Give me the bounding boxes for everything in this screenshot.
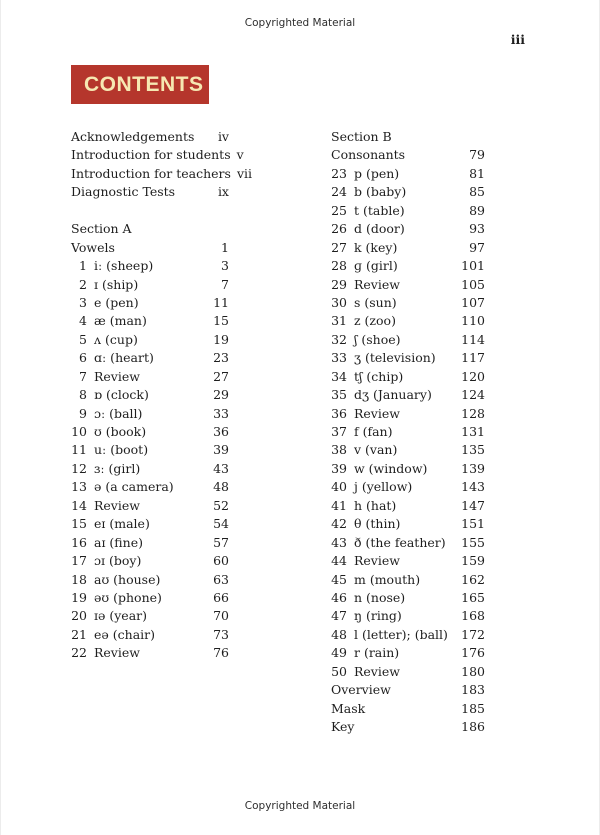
toc-item-page: vii [236, 165, 253, 181]
toc-item-label: Vowels [71, 239, 115, 255]
toc-item-label: Section A [71, 221, 132, 237]
toc-item-number: 23 [331, 165, 347, 181]
toc-item-number: 41 [331, 497, 347, 513]
toc-item-number: 7 [79, 368, 87, 384]
toc-item-label: r (rain) [354, 645, 400, 661]
toc-item-label: f (fan) [354, 424, 393, 439]
toc-item-label: ɪ (ship) [94, 276, 139, 292]
toc-item-page: 1 [221, 239, 229, 255]
toc-row [71, 405, 229, 423]
toc-item-page: 97 [469, 239, 485, 255]
toc-item-number: 42 [331, 516, 347, 532]
toc-item-page: 93 [469, 221, 485, 237]
toc-item-number: 6 [79, 350, 87, 366]
toc-item-label: Review [94, 497, 140, 513]
toc-item-number: 28 [331, 258, 347, 274]
toc-item-label: Overview [331, 682, 391, 698]
toc-row [331, 460, 485, 478]
toc-item-label: Review [94, 645, 140, 661]
toc-row [331, 368, 485, 386]
toc-row [71, 515, 229, 533]
toc-row [331, 681, 485, 699]
toc-item-label: ɒ (clock) [94, 387, 149, 403]
toc-row [71, 571, 229, 589]
toc-item-number: 34 [331, 368, 347, 384]
toc-item-label: h (hat) [354, 497, 397, 513]
toc-row [71, 644, 229, 662]
toc-item-number: 10 [71, 424, 87, 439]
toc-row [331, 589, 485, 607]
page-number: iii [510, 32, 525, 47]
toc-item-number: 48 [331, 626, 347, 642]
toc-row [331, 165, 485, 183]
toc-item-label: Section B [331, 129, 392, 144]
toc-item-label: ɔɪ (boy) [94, 553, 142, 569]
toc-item-page: 185 [461, 700, 485, 716]
toc-item-page: 7 [221, 276, 229, 292]
toc-item-page: 33 [213, 405, 229, 421]
toc-row [71, 607, 229, 625]
toc-row [71, 589, 229, 607]
copyright-notice-top: Copyrighted Material [244, 17, 356, 29]
toc-item-label: Introduction for students [71, 147, 231, 163]
toc-item-label: eə (chair) [94, 626, 155, 642]
toc-row [71, 294, 229, 312]
toc-row [71, 552, 229, 570]
toc-item-number: 29 [331, 276, 347, 292]
toc-item-page: 15 [213, 313, 229, 329]
toc-item-number: 33 [331, 350, 347, 366]
toc-item-number: 39 [331, 460, 347, 476]
toc-row [331, 202, 485, 220]
toc-spacer [71, 202, 229, 220]
toc-item-label: eɪ (male) [94, 516, 150, 532]
toc-item-label: aɪ (fine) [94, 534, 143, 550]
toc-item-label: Introduction for teachers [71, 165, 231, 181]
toc-item-number: 47 [331, 608, 347, 624]
toc-item-label: æ (man) [94, 313, 147, 329]
toc-row [331, 515, 485, 533]
toc-item-page: 57 [213, 534, 229, 550]
toc-item-label: b (baby) [354, 184, 407, 200]
toc-item-label: dʒ (January) [354, 387, 432, 403]
toc-item-number: 45 [331, 571, 347, 587]
toc-item-label: ð (the feather) [354, 534, 446, 550]
toc-row [331, 441, 485, 459]
toc-item-page: iv [217, 129, 229, 144]
toc-item-page: 36 [213, 424, 229, 439]
toc-item-number: 27 [331, 239, 347, 255]
toc-item-label: ʒ (television) [354, 350, 436, 366]
toc-row [331, 294, 485, 312]
toc-item-page: 63 [213, 571, 229, 587]
toc-row [71, 239, 229, 257]
toc-item-page: 180 [461, 663, 485, 679]
toc-item-label: ɜː (girl) [94, 460, 141, 476]
toc-item-number: 37 [331, 424, 347, 439]
toc-item-label: Key [331, 719, 355, 734]
toc-item-label: tʃ (chip) [354, 368, 404, 384]
toc-item-label: ʊ (book) [94, 424, 147, 439]
toc-item-label: ɑː (heart) [94, 350, 154, 366]
toc-item-number: 50 [331, 663, 347, 679]
toc-item-page: 135 [461, 442, 485, 458]
toc-row [331, 497, 485, 515]
toc-item-page: 128 [461, 405, 485, 421]
toc-row [331, 349, 485, 367]
toc-item-number: 18 [71, 571, 87, 587]
toc-item-page: 66 [213, 589, 229, 605]
toc-row [331, 239, 485, 257]
toc-item-page: 114 [461, 331, 485, 347]
toc-row [71, 534, 229, 552]
toc-item-page: 29 [213, 387, 229, 403]
toc-item-page: 27 [213, 368, 229, 384]
toc-item-page: 54 [213, 516, 229, 532]
toc-row [71, 165, 253, 183]
toc-item-page: 120 [461, 368, 485, 384]
toc-row [331, 276, 485, 294]
toc-item-page: 155 [461, 534, 485, 550]
toc-row [71, 276, 229, 294]
toc-item-number: 14 [71, 497, 87, 513]
toc-item-page: 52 [213, 497, 229, 513]
contents-title: CONTENTS [84, 72, 204, 96]
toc-item-number: 31 [331, 313, 347, 329]
toc-row [71, 423, 229, 441]
toc-item-number: 19 [71, 589, 87, 605]
toc-item-number: 3 [79, 294, 87, 310]
toc-item-page: 105 [461, 276, 485, 292]
toc-item-page: 151 [461, 516, 485, 532]
toc-row [71, 220, 229, 238]
toc-item-page: 176 [461, 645, 485, 661]
toc-row [331, 183, 485, 201]
toc-row [331, 331, 485, 349]
toc-row [331, 644, 485, 662]
toc-item-page: 70 [213, 608, 229, 624]
toc-row [331, 626, 485, 644]
toc-item-label: Review [94, 368, 140, 384]
toc-row [331, 478, 485, 496]
toc-column-right [331, 128, 485, 736]
toc-item-label: z (zoo) [354, 313, 396, 329]
toc-item-page: 48 [213, 479, 229, 495]
toc-row [71, 312, 229, 330]
toc-item-number: 13 [71, 479, 87, 495]
toc-item-label: əʊ (phone) [94, 589, 162, 605]
toc-item-number: 43 [331, 534, 347, 550]
toc-item-label: Diagnostic Tests [71, 184, 176, 200]
toc-column-left [71, 128, 253, 736]
toc-item-page: 11 [213, 294, 229, 310]
toc-item-number: 38 [331, 442, 347, 458]
toc-item-page: 60 [213, 553, 229, 569]
toc-item-label: ɔː (ball) [94, 405, 143, 421]
copyright-notice-bottom: Copyrighted Material [244, 800, 356, 812]
toc-item-number: 12 [71, 460, 87, 476]
toc-item-number: 16 [71, 534, 87, 550]
toc-item-page: 107 [461, 294, 485, 310]
toc-item-page: 19 [213, 331, 229, 347]
toc-item-number: 15 [71, 516, 87, 532]
toc-item-number: 21 [71, 626, 87, 642]
toc-item-label: j (yellow) [354, 479, 413, 495]
toc-item-page: 117 [461, 350, 485, 366]
toc-item-label: ʌ (cup) [94, 331, 138, 347]
toc-item-label: ə (a camera) [94, 479, 174, 495]
toc-item-number: 5 [79, 331, 87, 347]
toc-item-label: θ (thin) [354, 516, 401, 532]
toc-item-number: 22 [71, 645, 87, 661]
toc-item-number: 26 [331, 221, 347, 237]
toc-item-page: 183 [461, 682, 485, 698]
toc-item-page: 139 [461, 460, 485, 476]
toc-item-number: 40 [331, 479, 347, 495]
toc-item-label: Consonants [331, 147, 406, 163]
toc-item-number: 2 [79, 276, 87, 292]
toc-item-page: 147 [461, 497, 485, 513]
toc-row [71, 349, 229, 367]
toc-row [71, 386, 229, 404]
toc-item-label: ŋ (ring) [354, 608, 402, 624]
toc-item-number: 49 [331, 645, 347, 661]
toc-row [331, 146, 485, 164]
toc-row [71, 128, 229, 146]
toc-row [71, 183, 229, 201]
toc-item-label: ɡ (girl) [354, 258, 398, 274]
toc-item-page: 23 [213, 350, 229, 366]
toc-item-page: 159 [461, 553, 485, 569]
toc-item-page: 76 [213, 645, 229, 661]
toc-row [331, 700, 485, 718]
toc-item-page: 124 [461, 387, 485, 403]
toc-item-number: 30 [331, 294, 347, 310]
toc-row [71, 460, 229, 478]
toc-item-number: 20 [71, 608, 87, 624]
toc-item-label: ɪə (year) [94, 608, 148, 624]
toc-item-number: 24 [331, 184, 347, 200]
toc-row [331, 423, 485, 441]
toc-item-page: 168 [461, 608, 485, 624]
toc-item-page: 79 [469, 147, 485, 163]
toc-item-page: 89 [469, 202, 485, 218]
toc-item-page: 39 [213, 442, 229, 458]
toc-item-label: v (van) [354, 442, 398, 458]
toc-item-page: v [236, 147, 244, 163]
toc-item-number: 11 [71, 442, 87, 458]
toc-row [331, 128, 485, 146]
toc-item-number: 8 [79, 387, 87, 403]
toc-row [331, 552, 485, 570]
toc-item-label: Review [354, 553, 400, 569]
toc-item-label: k (key) [354, 239, 398, 255]
toc-row [331, 663, 485, 681]
contents-title-box [71, 65, 209, 104]
toc-item-page: 81 [469, 165, 485, 181]
toc-item-page: 172 [461, 626, 485, 642]
toc-row [331, 718, 485, 736]
toc-item-label: Review [354, 276, 400, 292]
toc-row [331, 405, 485, 423]
toc-item-number: 9 [79, 405, 87, 421]
toc-item-page: 85 [469, 184, 485, 200]
toc-row [71, 146, 244, 164]
toc-item-label: m (mouth) [354, 571, 421, 587]
toc-item-number: 46 [331, 589, 347, 605]
toc-item-number: 35 [331, 387, 347, 403]
toc-item-number: 1 [79, 258, 87, 274]
toc-item-label: Acknowledgements [71, 129, 195, 144]
toc-row [331, 257, 485, 275]
toc-row [331, 534, 485, 552]
toc-row [71, 497, 229, 515]
toc-item-page: 143 [461, 479, 485, 495]
toc-item-label: n (nose) [354, 589, 406, 605]
toc-item-page: 43 [213, 460, 229, 476]
toc-row [71, 441, 229, 459]
toc-columns [71, 128, 485, 736]
toc-item-page: 131 [461, 424, 485, 439]
toc-item-number: 36 [331, 405, 347, 421]
toc-row [331, 571, 485, 589]
toc-item-number: 25 [331, 202, 347, 218]
toc-item-label: Review [354, 663, 400, 679]
toc-item-page: 186 [461, 719, 485, 734]
toc-item-number: 32 [331, 331, 347, 347]
toc-item-page: 162 [461, 571, 485, 587]
toc-item-label: s (sun) [354, 294, 397, 310]
toc-item-label: p (pen) [354, 165, 400, 181]
toc-item-label: Mask [331, 700, 366, 716]
toc-item-label: iː (sheep) [94, 258, 154, 274]
toc-item-page: 3 [221, 258, 229, 274]
toc-item-label: e (pen) [94, 294, 139, 310]
toc-item-number: 44 [331, 553, 347, 569]
toc-row [331, 607, 485, 625]
toc-row [71, 331, 229, 349]
toc-item-page: 101 [461, 258, 485, 274]
toc-item-label: w (window) [354, 460, 428, 476]
toc-item-page: ix [217, 184, 229, 200]
toc-item-label: uː (boot) [94, 442, 149, 458]
toc-row [71, 626, 229, 644]
toc-item-label: d (door) [354, 221, 405, 237]
toc-row [71, 257, 229, 275]
toc-item-label: Review [354, 405, 400, 421]
toc-row [331, 312, 485, 330]
toc-item-page: 73 [213, 626, 229, 642]
toc-row [71, 478, 229, 496]
toc-item-label: aʊ (house) [94, 571, 161, 587]
toc-item-label: l (letter); (ball) [354, 626, 448, 642]
toc-item-label: t (table) [354, 202, 405, 218]
toc-item-number: 4 [79, 313, 87, 329]
toc-row [71, 368, 229, 386]
toc-row [331, 386, 485, 404]
toc-item-number: 17 [71, 553, 87, 569]
toc-row [331, 220, 485, 238]
toc-item-page: 110 [461, 313, 485, 329]
toc-item-page: 165 [461, 589, 485, 605]
toc-item-label: ʃ (shoe) [354, 331, 401, 347]
